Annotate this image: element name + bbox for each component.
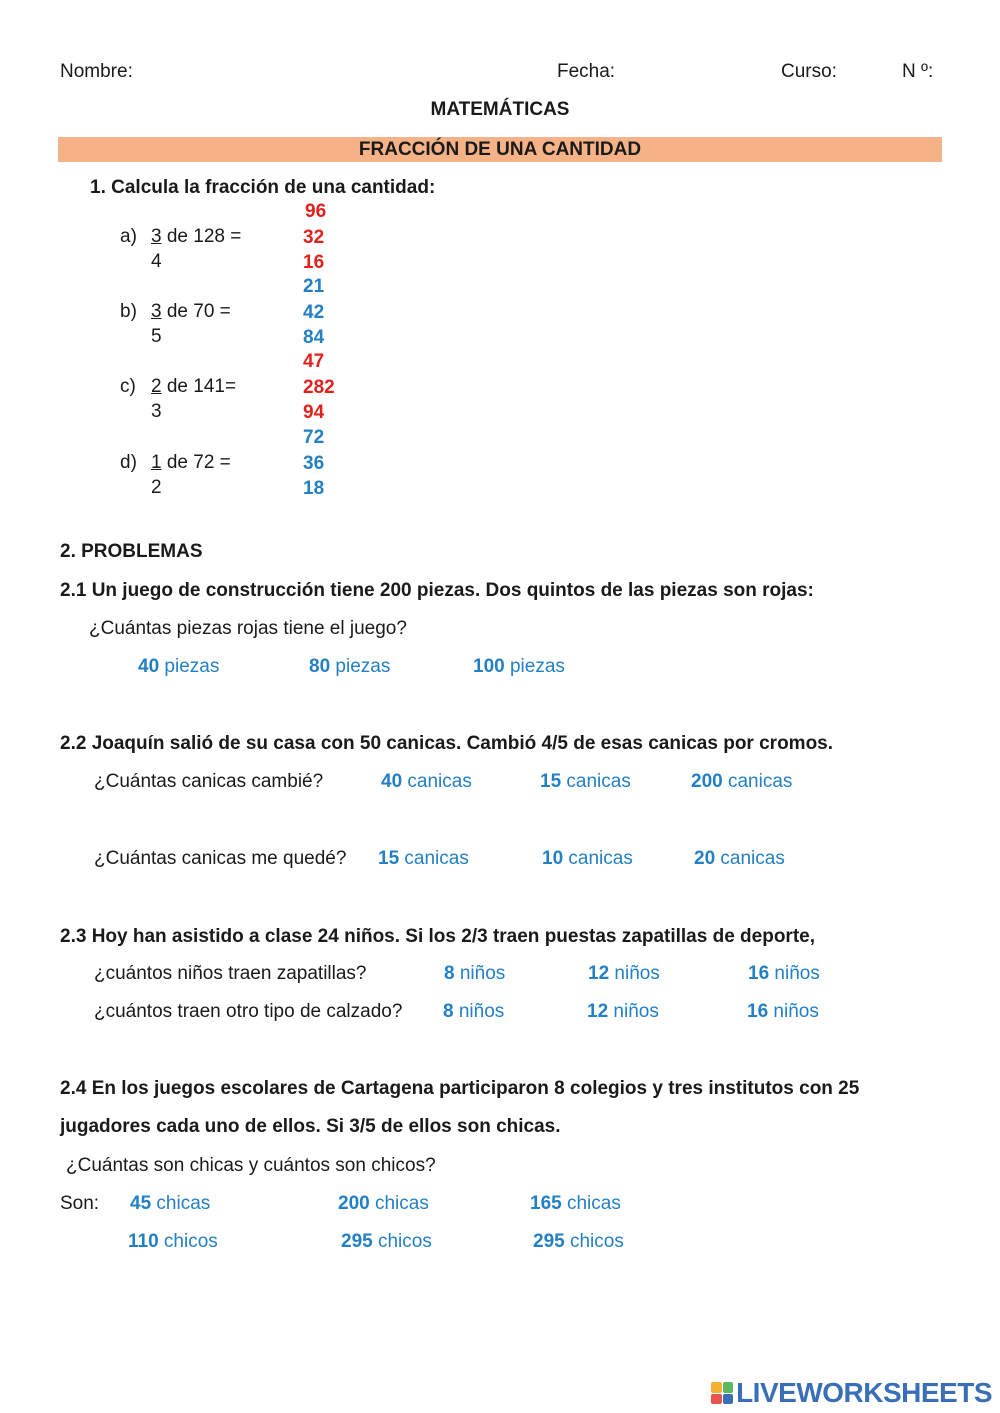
curso-label: Curso: [781, 61, 837, 82]
answer-option[interactable]: 295 chicos [533, 1231, 624, 1252]
answer-option[interactable]: 20 canicas [694, 848, 785, 869]
fraction-text: de 70 = [161, 301, 231, 322]
logo-blocks-icon [711, 1382, 733, 1404]
answer-option[interactable]: 15 canicas [378, 848, 469, 869]
fraction-denominator: 3 [151, 401, 162, 422]
fraction-numerator: 1 [151, 452, 162, 473]
answer-option[interactable]: 110 chicos [128, 1231, 218, 1252]
answer-option[interactable]: 94 [303, 402, 325, 423]
fraction-denominator: 4 [151, 251, 162, 272]
problem-2-2-question-2: ¿Cuántas canicas me quedé? [94, 848, 347, 869]
answer-option[interactable]: 80 piezas [309, 656, 391, 677]
son-label: Son: [60, 1193, 100, 1214]
answer-option[interactable]: 12 niños [587, 1001, 659, 1022]
problem-2-3-question-1: ¿cuántos niños traen zapatillas? [94, 963, 367, 984]
fraction-text: de 72 = [161, 452, 231, 473]
problem-2-2-question-1: ¿Cuántas canicas cambié? [94, 771, 324, 792]
item-letter: b) [120, 301, 137, 322]
answer-option[interactable]: 40 canicas [381, 771, 472, 792]
answer-option[interactable]: 200 chicas [338, 1193, 429, 1214]
fraction-denominator: 5 [151, 326, 162, 347]
section1-title: 1. Calcula la fracción de una cantidad: [90, 177, 436, 198]
fraction-numerator: 3 [151, 301, 162, 322]
answer-option[interactable]: 96 [305, 201, 327, 222]
answer-option[interactable]: 40 piezas [138, 656, 220, 677]
answer-option[interactable]: 47 [303, 351, 325, 372]
answer-option[interactable]: 18 [303, 478, 325, 499]
subject-title: MATEMÁTICAS [430, 99, 570, 120]
fecha-label: Fecha: [557, 61, 616, 82]
fraction-numerator: 2 [151, 376, 162, 397]
problem-2-4-statement-line-1: 2.4 En los juegos escolares de Cartagena participaron 8 colegios y tres institutos con 25 [60, 1078, 860, 1099]
problem-2-3-statement: 2.3 Hoy han asistido a clase 24 niños. Si los 2/3 traen puestas zapatillas de deporte, [60, 926, 815, 947]
answer-option[interactable]: 100 piezas [473, 656, 565, 677]
answer-option[interactable]: 8 niños [444, 963, 506, 984]
problem-2-4-statement-line-2: jugadores cada uno de ellos. Si 3/5 de ellos son chicas. [60, 1116, 561, 1137]
answer-option[interactable]: 15 canicas [540, 771, 631, 792]
answer-option[interactable]: 45 chicas [130, 1193, 211, 1214]
topic-banner-text: FRACCIÓN DE UNA CANTIDAD [358, 139, 642, 160]
fraction-text: de 128 = [161, 226, 242, 247]
item-letter: c) [120, 376, 136, 397]
answer-option[interactable]: 42 [303, 302, 325, 323]
fraction-denominator: 2 [151, 477, 162, 498]
answer-option[interactable]: 16 [303, 252, 325, 273]
answer-option[interactable]: 72 [303, 427, 325, 448]
answer-option[interactable]: 21 [303, 276, 325, 297]
liveworksheets-logo [711, 1377, 992, 1409]
logo-text: LIVEWORKSHEETS [736, 1377, 992, 1408]
answer-option[interactable]: 36 [303, 453, 325, 474]
numero-label: N º: [902, 61, 934, 82]
problem-2-2-statement: 2.2 Joaquín salió de su casa con 50 canicas. Cambió 4/5 de esas canicas por cromos. [60, 733, 834, 754]
item-letter: a) [120, 226, 137, 247]
answer-option[interactable]: 84 [303, 327, 325, 348]
problem-2-3-question-2: ¿cuántos traen otro tipo de calzado? [94, 1001, 403, 1022]
item-letter: d) [120, 452, 137, 473]
nombre-label: Nombre: [60, 61, 133, 82]
answer-option[interactable]: 12 niños [588, 963, 660, 984]
answer-option[interactable]: 32 [303, 227, 325, 248]
answer-option[interactable]: 165 chicas [530, 1193, 621, 1214]
problem-2-1-statement: 2.1 Un juego de construcción tiene 200 piezas. Dos quintos de las piezas son rojas: [60, 580, 814, 601]
problem-2-4-question: ¿Cuántas son chicas y cuántos son chicos? [66, 1155, 436, 1176]
answer-option[interactable]: 282 [303, 377, 335, 398]
topic-banner [58, 137, 942, 162]
section2-title: 2. PROBLEMAS [60, 541, 203, 562]
answer-option[interactable]: 16 niños [747, 1001, 819, 1022]
answer-option[interactable]: 10 canicas [542, 848, 633, 869]
answer-option[interactable]: 295 chicos [341, 1231, 432, 1252]
answer-option[interactable]: 200 canicas [691, 771, 793, 792]
answer-option[interactable]: 8 niños [443, 1001, 505, 1022]
fraction-numerator: 3 [151, 226, 162, 247]
fraction-text: de 141= [161, 376, 237, 397]
problem-2-1-question: ¿Cuántas piezas rojas tiene el juego? [89, 618, 407, 639]
answer-option[interactable]: 16 niños [748, 963, 820, 984]
